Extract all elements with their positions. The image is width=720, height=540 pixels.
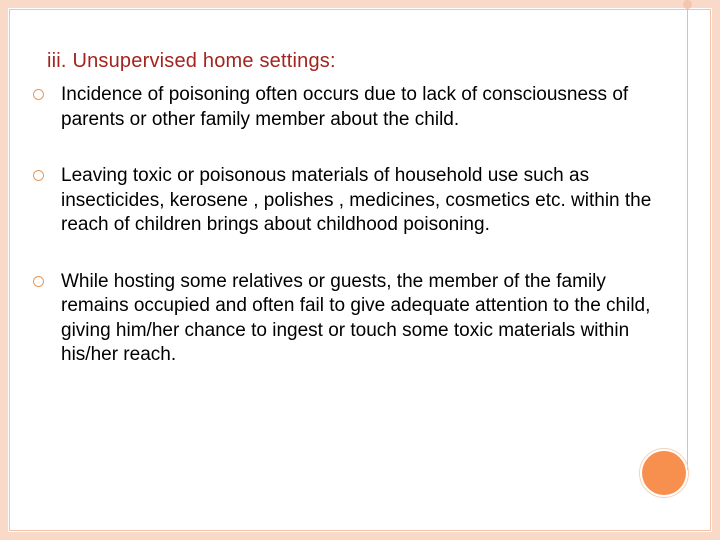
- orange-circle-icon: [642, 451, 686, 495]
- hollow-circle-bullet-icon: [33, 170, 44, 181]
- decorative-vertical-line: [687, 0, 688, 470]
- hollow-circle-bullet-icon: [33, 89, 44, 100]
- hollow-circle-bullet-icon: [33, 276, 44, 287]
- slide-heading: iii. Unsupervised home settings:: [47, 50, 336, 72]
- bullet-text: While hosting some relatives or guests, the member of the family remains occupied and often fail to give adequate attention to the child, giving him/her chance to ingest or touch some toxic materials within his/her reach.: [61, 270, 651, 365]
- bullet-text: Incidence of poisoning often occurs due to lack of consciousness of parents or other family member about the child.: [61, 84, 629, 130]
- bullet-list: [33, 83, 673, 368]
- bullet-item-1: [33, 83, 673, 132]
- decorative-top-circle-icon: [683, 0, 692, 9]
- bullet-text: Leaving toxic or poisonous materials of household use such as insecticides, kerosene , polishes , medicines, cosmetics etc. within the reach of children brings about childhood poisoning.: [61, 165, 652, 235]
- bullet-item-3: [33, 270, 673, 368]
- bullet-item-2: [33, 164, 673, 238]
